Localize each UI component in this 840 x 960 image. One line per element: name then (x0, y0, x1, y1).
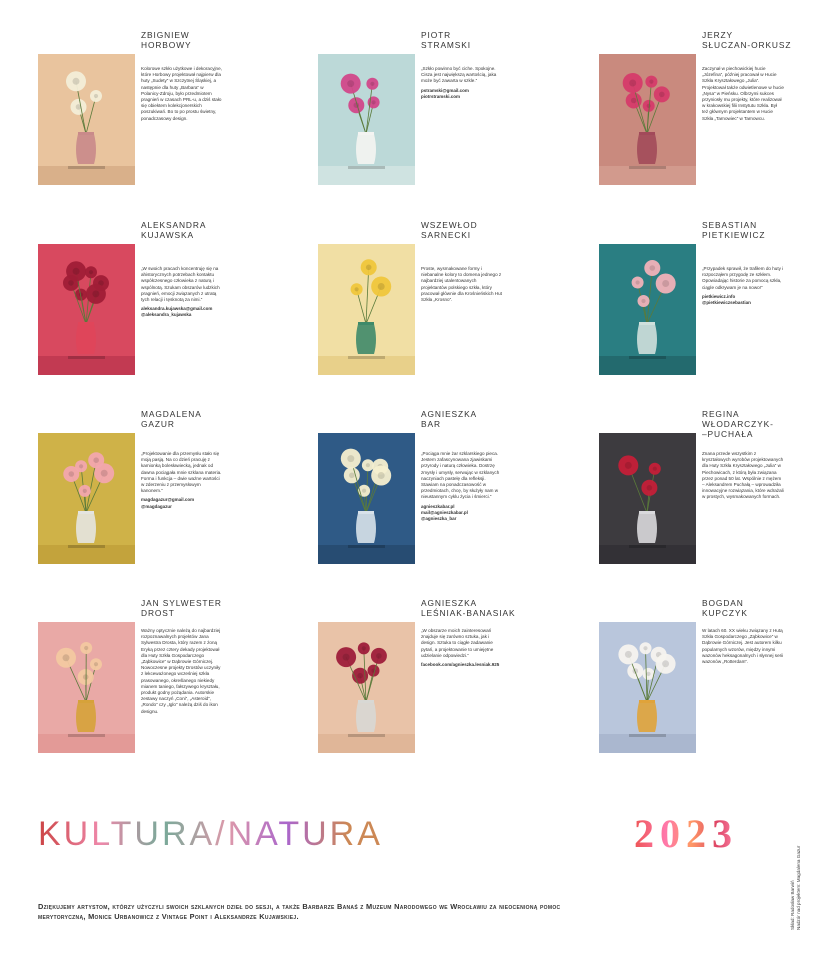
artist-description (141, 628, 223, 718)
artist-name: JERZY SŁUCZAN-ORKUSZ (702, 30, 792, 50)
description-paragraph: Ważny optycznie należą do najbardziej rozpoznawalnych projektów Jana Sylwestra Drosta, który razem z żoną Eryką przez cztery dekady projektował dla Huty Szkła Gospodarczego „Ząbkowice” w Dąbrowie Górniczej. Nowoczesne projekty Drostów uczyniły z lekceważonego wcześniej szkła prasowanego, określanego niekiedy mianem taniego, fałszywego kryształu, produkt godny pożądania. Autorskie zestawy naczyń „Coni”, „Asteroid”, „Rondo” czy „Iglo” należą dziś do ikon designu. (141, 628, 221, 714)
artist-card (599, 598, 840, 783)
artist-card (599, 220, 840, 405)
artist-photo (318, 622, 415, 753)
description-paragraph: „W obszarze moich zainteresowań znajduje się zarówno sztuka, jak i design. Sztuka to ciągłe zadawanie pytań, a projektowanie to umiejętne udzielanie odpowiedzi.” (421, 628, 494, 658)
description-paragraph: Zaczynał w piechowickiej hucie „Józefina”, później pracował w Hucie Szkła Kryształowego „Julia”. Projektował także odwietlenowe w hucie „Nysa” w Pieńsku. Olbrzymi sukces przyniosły mu projekty, które realizował w krakowskiej filii Instytutu Szkła. Był też głównym projektantem w Hucie Szkła „Tarnowiec” w Tarnowcu. (702, 66, 784, 121)
description-paragraph: W latach 60. XX wieku związany z Hutą Szkła Gospodarczego „Ząbkowice” w Dąbrowie Górniczej. Jest autorem kilku popularnych wzorów, między innymi wazonów heksagonalnych i słynnej serii wazonów „Rotterdam”. (702, 628, 784, 665)
artist-photo (38, 54, 135, 185)
artist-photo (38, 244, 135, 375)
calendar-title: KULTURA/NATURA (38, 815, 383, 853)
contact-link[interactable]: @agnieszka_bar (421, 516, 457, 522)
description-paragraph: „Przypadek sprawił, że trafiłem do huty i rozpocząłem przygodę ze szkłem. Opowiadając historie za pomocą szkła, ciągle odkrywam je na nowo!” (702, 266, 784, 290)
artist-photo (38, 622, 135, 753)
description-paragraph: „Szkło powinno być ciche. Spokojne. Cisza jest największą wartością, jaka może być zawarta w szkle.” (421, 66, 497, 84)
description-paragraph: „Pociąga mnie żar szklarskiego pieca. Jestem zafascynowana zjawiskami przyrody i naturą człowieka. Dostrzę zmysły i umysły, serwując w szklanych naczyniach pastelę dla refleksji. Stawiam na ponadczasowość w przedmiotach, chcę, by służyły nam w nieustannym cyklu życia i śmierci.” (421, 451, 500, 500)
artist-description (702, 266, 784, 306)
contact-link[interactable]: piotrstramski.com (421, 93, 461, 99)
artist-card (38, 220, 298, 405)
artist-card (599, 409, 840, 594)
artist-name: PIOTR STRAMSKI (421, 30, 472, 50)
description-paragraph: Znana przede wszystkim z kryształowych wyrobów projektowanych dla Huty Szkła Kryształowego „Julia” w Piechowicach, z którą była związana przez ponad 50 lat. Wspólnie z mężem – Aleksandrem Puchałą – wprowadziła innowacyjne rozwiązania, które wdrażali w prostych, wysmakowanych formach. (702, 451, 784, 500)
artist-description (421, 628, 503, 668)
description-paragraph: Kolorowe szkło użytkowe i dekoracyjne, które Horbowy projektował najpierw dla huty „Sudety” w Szczytnej Śląskiej, a następnie dla huty „Barbara” w Polanicy-Zdroju, było przedmiotem pragnień w czasach PRL-u, a dziś stało się obiektem kolekcjonerskich poszukiwań. Bo to po prostu świetny, ponadczasowy design. (141, 66, 222, 121)
artist-photo (599, 244, 696, 375)
artist-photo (599, 433, 696, 564)
contact-link[interactable]: pietkiewicz.info (702, 293, 736, 299)
contact-link[interactable]: facebook.com/agnieszka.lesniak.925 (421, 662, 500, 668)
artist-photo (318, 244, 415, 375)
artist-name: MAGDALENA GAZUR (141, 409, 202, 429)
artist-description (141, 66, 223, 125)
artist-photo (599, 622, 696, 753)
artist-card (38, 409, 298, 594)
contact-link[interactable]: magdagazur@gmail.com (141, 497, 195, 503)
contact-link[interactable]: @aleksandra_kujawska (141, 312, 192, 318)
artist-card (38, 30, 298, 215)
artist-card (599, 30, 840, 215)
artist-name: BOGDAN KUPCZYK (702, 598, 748, 618)
artist-card (318, 409, 578, 594)
artist-name: ZBIGNIEW HORBOWY (141, 30, 192, 50)
artist-name: AGNIESZKA LEŚNIAK-BANASIAK (421, 598, 516, 618)
artist-name: ALEKSANDRA KUJAWSKA (141, 220, 207, 240)
artist-description (421, 266, 503, 306)
description-paragraph: Proste, wysmakowane formy i niebanalne kolory to domena jednego z najbardziej utalentowanych projektantów polskiego szkła, który pracował głównie dla Krośnieńskich Hut Szkła „Krosno”. (421, 266, 502, 303)
contact-link[interactable]: aleksandra.kujawska@gmail.com (141, 306, 213, 312)
contact-link[interactable]: @pietkiewiczsebastian (702, 300, 751, 306)
artist-description (141, 266, 223, 319)
artist-photo (38, 433, 135, 564)
artist-name: WSZEWŁOD SARNECKI (421, 220, 478, 240)
artist-name: REGINA WŁODARCZYK- –PUCHAŁA (702, 409, 774, 439)
credits (790, 846, 802, 930)
artist-description (141, 451, 223, 510)
artist-description (702, 451, 784, 504)
artist-card (318, 598, 578, 783)
artist-photo (318, 54, 415, 185)
credit-line: Skład: Radosław Barwiń (790, 880, 795, 930)
artist-name: SEBASTIAN PIETKIEWICZ (702, 220, 766, 240)
artist-description (702, 628, 784, 668)
artist-card (318, 220, 578, 405)
description-paragraph: „W swoich pracach koncentruję się na ahistorycznych potrzebach kontaktu współczesnego człowieka z naturą i wspólnotą. Szukam obszarów ludzkich pragnień, emocji związanych z utratą tych relacji i tęsknotą za nimi.” (141, 266, 220, 303)
contact-link[interactable]: pstramski@gmail.com (421, 87, 469, 93)
contact-link[interactable]: agnieszkabar.pl (421, 503, 455, 509)
artist-description (421, 66, 503, 100)
contact-link[interactable]: @magdagazur (141, 503, 172, 509)
artist-photo (599, 54, 696, 185)
artist-card (318, 30, 578, 215)
credit-line: Nadzór nad projektem: Magdalena Gazur (796, 845, 801, 930)
calendar-year: 2023 (634, 811, 738, 856)
artist-photo (318, 433, 415, 564)
contact-link[interactable]: mail@agnieszkabar.pl (421, 509, 468, 515)
description-paragraph: „Projektowanie dla przemysłu stało się moją pasją. Na co dzień pracuję z kamionką bolesławiecką, jednak od dawna pociągała mnie szklana materia. Forma i funkcja – dwie ważne wartości w zderzeniu z przemysłowym kanonem.” (141, 451, 222, 494)
acknowledgements: Dziękujemy artystom, którzy użyczyli swoich szklanych dzieł do sesji, a także Barbarze Banaś z Muzeum Narodowego we Wrocławiu za nieocenioną pomoc merytoryczną, Monice Urbanowicz z Vintage Point i Aleksandrze Kujawskiej. (38, 902, 561, 921)
artist-name: AGNIESZKA BAR (421, 409, 478, 429)
artist-name: JAN SYLWESTER DROST (141, 598, 222, 618)
artist-description (421, 451, 503, 522)
artist-card (38, 598, 298, 783)
artist-description (702, 66, 784, 125)
